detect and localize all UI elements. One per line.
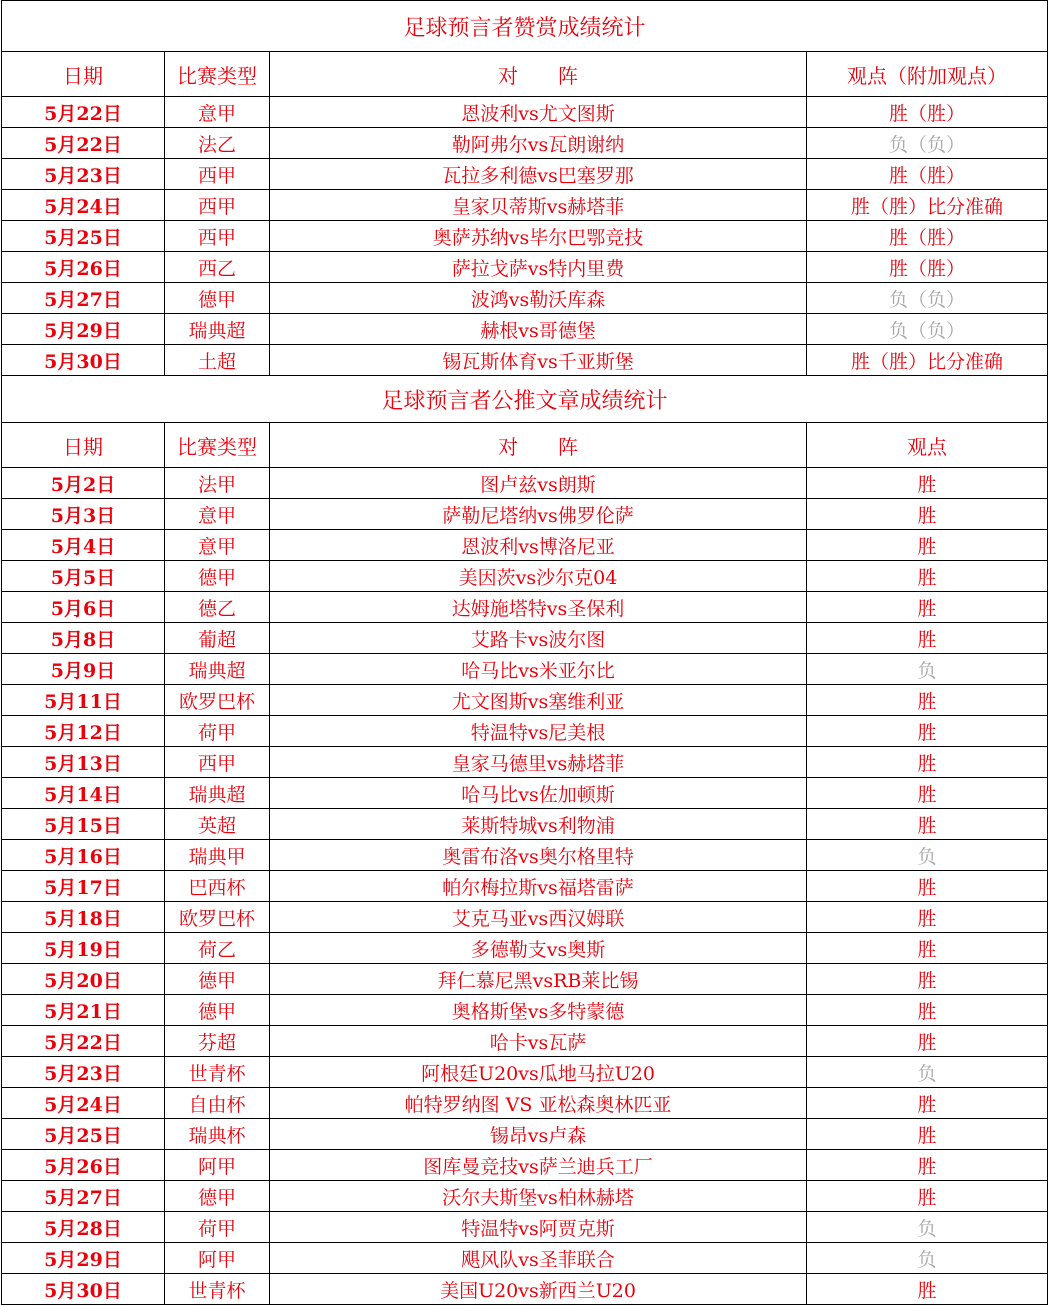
row-result: 胜 xyxy=(807,716,1048,747)
row-result: 负 xyxy=(807,840,1048,871)
header-date: 日期 xyxy=(2,52,165,97)
row-result: 胜 xyxy=(807,747,1048,778)
row-result: 胜 xyxy=(807,1088,1048,1119)
row-league: 德甲 xyxy=(165,964,270,995)
row-result: 胜 xyxy=(807,809,1048,840)
row-match: 艾路卡vs波尔图 xyxy=(270,623,807,654)
row-date: 5月9日 xyxy=(2,654,165,685)
row-match: 锡瓦斯体育vs千亚斯堡 xyxy=(270,345,807,376)
table-row xyxy=(2,1150,1048,1181)
section2-title: 足球预言者公推文章成绩统计 xyxy=(2,376,1048,423)
row-match: 拜仁慕尼黑vsRB莱比锡 xyxy=(270,964,807,995)
table-row xyxy=(2,159,1048,190)
row-match: 图卢兹vs朗斯 xyxy=(270,468,807,499)
row-league: 世青杯 xyxy=(165,1057,270,1088)
row-match: 皇家贝蒂斯vs赫塔菲 xyxy=(270,190,807,221)
row-date: 5月26日 xyxy=(2,1150,165,1181)
table-row xyxy=(2,314,1048,345)
row-match: 赫根vs哥德堡 xyxy=(270,314,807,345)
row-result: 负 xyxy=(807,1057,1048,1088)
row-league: 法甲 xyxy=(165,468,270,499)
row-result: 负（负） xyxy=(807,283,1048,314)
table-row xyxy=(2,499,1048,530)
table-row xyxy=(2,1119,1048,1150)
row-result: 胜 xyxy=(807,561,1048,592)
row-league: 西甲 xyxy=(165,190,270,221)
header-match: 对 阵 xyxy=(270,423,807,468)
row-league: 德甲 xyxy=(165,1181,270,1212)
row-league: 法乙 xyxy=(165,128,270,159)
row-date: 5月30日 xyxy=(2,345,165,376)
row-league: 意甲 xyxy=(165,530,270,561)
row-league: 瑞典杯 xyxy=(165,1119,270,1150)
table-row xyxy=(2,933,1048,964)
header-opinion: 观点 xyxy=(807,423,1048,468)
section2-title-row xyxy=(2,376,1048,423)
row-date: 5月18日 xyxy=(2,902,165,933)
row-league: 欧罗巴杯 xyxy=(165,685,270,716)
row-league: 巴西杯 xyxy=(165,871,270,902)
row-date: 5月19日 xyxy=(2,933,165,964)
row-league: 葡超 xyxy=(165,623,270,654)
row-match: 哈马比vs佐加顿斯 xyxy=(270,778,807,809)
row-match: 哈卡vs瓦萨 xyxy=(270,1026,807,1057)
row-match: 特温特vs尼美根 xyxy=(270,716,807,747)
row-result: 胜（胜） xyxy=(807,221,1048,252)
row-result: 胜 xyxy=(807,1119,1048,1150)
row-date: 5月24日 xyxy=(2,190,165,221)
row-date: 5月13日 xyxy=(2,747,165,778)
table-row xyxy=(2,902,1048,933)
row-match: 奥雷布洛vs奥尔格里特 xyxy=(270,840,807,871)
row-result: 胜 xyxy=(807,778,1048,809)
header-opinion: 观点（附加观点） xyxy=(807,52,1048,97)
header-date: 日期 xyxy=(2,423,165,468)
row-date: 5月11日 xyxy=(2,685,165,716)
row-date: 5月29日 xyxy=(2,314,165,345)
row-match: 恩波利vs博洛尼亚 xyxy=(270,530,807,561)
row-result: 负 xyxy=(807,1243,1048,1274)
header-match: 对 阵 xyxy=(270,52,807,97)
row-league: 德乙 xyxy=(165,592,270,623)
row-match: 帕特罗纳图 VS 亚松森奥林匹亚 xyxy=(270,1088,807,1119)
table-row xyxy=(2,809,1048,840)
row-result: 胜（胜） xyxy=(807,252,1048,283)
row-league: 世青杯 xyxy=(165,1274,270,1305)
table-row xyxy=(2,530,1048,561)
row-match: 达姆施塔特vs圣保利 xyxy=(270,592,807,623)
table-row xyxy=(2,1026,1048,1057)
section1-title-row xyxy=(2,1,1048,52)
row-match: 萨勒尼塔纳vs佛罗伦萨 xyxy=(270,499,807,530)
table-row xyxy=(2,995,1048,1026)
row-date: 5月8日 xyxy=(2,623,165,654)
row-league: 德甲 xyxy=(165,283,270,314)
row-result: 负 xyxy=(807,654,1048,685)
row-result: 胜 xyxy=(807,1274,1048,1305)
row-league: 自由杯 xyxy=(165,1088,270,1119)
header-league: 比赛类型 xyxy=(165,52,270,97)
row-league: 荷乙 xyxy=(165,933,270,964)
row-league: 德甲 xyxy=(165,995,270,1026)
row-date: 5月3日 xyxy=(2,499,165,530)
section1-header-row xyxy=(2,52,1048,97)
row-match: 哈马比vs米亚尔比 xyxy=(270,654,807,685)
row-result: 负（负） xyxy=(807,128,1048,159)
stats-table xyxy=(1,0,1048,1305)
row-match: 勒阿弗尔vs瓦朗谢纳 xyxy=(270,128,807,159)
row-match: 奥格斯堡vs多特蒙德 xyxy=(270,995,807,1026)
row-match: 恩波利vs尤文图斯 xyxy=(270,97,807,128)
row-result: 负 xyxy=(807,1212,1048,1243)
row-result: 胜 xyxy=(807,995,1048,1026)
row-match: 萨拉戈萨vs特内里费 xyxy=(270,252,807,283)
row-date: 5月14日 xyxy=(2,778,165,809)
row-match: 尤文图斯vs塞维利亚 xyxy=(270,685,807,716)
table-row xyxy=(2,283,1048,314)
table-row xyxy=(2,1212,1048,1243)
table-row xyxy=(2,716,1048,747)
row-date: 5月17日 xyxy=(2,871,165,902)
row-date: 5月22日 xyxy=(2,128,165,159)
table-row xyxy=(2,654,1048,685)
table-row xyxy=(2,561,1048,592)
row-match: 飓风队vs圣菲联合 xyxy=(270,1243,807,1274)
row-date: 5月27日 xyxy=(2,283,165,314)
row-match: 奥萨苏纳vs毕尔巴鄂竞技 xyxy=(270,221,807,252)
row-match: 莱斯特城vs利物浦 xyxy=(270,809,807,840)
table-row xyxy=(2,592,1048,623)
row-league: 荷甲 xyxy=(165,716,270,747)
row-date: 5月12日 xyxy=(2,716,165,747)
row-result: 负（负） xyxy=(807,314,1048,345)
row-result: 胜（胜） xyxy=(807,159,1048,190)
row-result: 胜 xyxy=(807,964,1048,995)
row-league: 意甲 xyxy=(165,97,270,128)
table-row xyxy=(2,221,1048,252)
table-row xyxy=(2,128,1048,159)
row-match: 锡昂vs卢森 xyxy=(270,1119,807,1150)
table-row xyxy=(2,1274,1048,1305)
header-league: 比赛类型 xyxy=(165,423,270,468)
row-date: 5月2日 xyxy=(2,468,165,499)
row-league: 瑞典超 xyxy=(165,778,270,809)
row-date: 5月22日 xyxy=(2,97,165,128)
row-date: 5月30日 xyxy=(2,1274,165,1305)
row-result: 胜（胜）比分准确 xyxy=(807,190,1048,221)
row-match: 帕尔梅拉斯vs福塔雷萨 xyxy=(270,871,807,902)
row-date: 5月23日 xyxy=(2,1057,165,1088)
row-league: 意甲 xyxy=(165,499,270,530)
row-league: 西甲 xyxy=(165,159,270,190)
row-result: 胜 xyxy=(807,1150,1048,1181)
row-date: 5月20日 xyxy=(2,964,165,995)
section1-title: 足球预言者赞赏成绩统计 xyxy=(2,1,1048,52)
section2-header-row xyxy=(2,423,1048,468)
table-row xyxy=(2,468,1048,499)
table-row xyxy=(2,190,1048,221)
table-row xyxy=(2,1181,1048,1212)
row-league: 德甲 xyxy=(165,561,270,592)
row-date: 5月4日 xyxy=(2,530,165,561)
row-result: 胜 xyxy=(807,1026,1048,1057)
table-row xyxy=(2,778,1048,809)
row-date: 5月25日 xyxy=(2,1119,165,1150)
row-league: 荷甲 xyxy=(165,1212,270,1243)
row-result: 胜（胜） xyxy=(807,97,1048,128)
row-match: 瓦拉多利德vs巴塞罗那 xyxy=(270,159,807,190)
row-result: 胜 xyxy=(807,499,1048,530)
table-row xyxy=(2,1243,1048,1274)
row-match: 波鸿vs勒沃库森 xyxy=(270,283,807,314)
row-match: 沃尔夫斯堡vs柏林赫塔 xyxy=(270,1181,807,1212)
row-date: 5月25日 xyxy=(2,221,165,252)
table-row xyxy=(2,252,1048,283)
row-match: 艾克马亚vs西汉姆联 xyxy=(270,902,807,933)
row-result: 胜 xyxy=(807,871,1048,902)
row-date: 5月28日 xyxy=(2,1212,165,1243)
row-date: 5月15日 xyxy=(2,809,165,840)
row-match: 美国U20vs新西兰U20 xyxy=(270,1274,807,1305)
row-match: 美因茨vs沙尔克04 xyxy=(270,561,807,592)
row-date: 5月16日 xyxy=(2,840,165,871)
table-row xyxy=(2,685,1048,716)
row-date: 5月6日 xyxy=(2,592,165,623)
row-match: 阿根廷U20vs瓜地马拉U20 xyxy=(270,1057,807,1088)
row-date: 5月24日 xyxy=(2,1088,165,1119)
table-row xyxy=(2,623,1048,654)
table-row xyxy=(2,1088,1048,1119)
row-date: 5月22日 xyxy=(2,1026,165,1057)
row-result: 胜 xyxy=(807,623,1048,654)
row-date: 5月5日 xyxy=(2,561,165,592)
row-league: 西乙 xyxy=(165,252,270,283)
row-date: 5月27日 xyxy=(2,1181,165,1212)
row-result: 胜 xyxy=(807,592,1048,623)
table-row xyxy=(2,840,1048,871)
row-result: 胜 xyxy=(807,933,1048,964)
row-result: 胜 xyxy=(807,1181,1048,1212)
row-match: 皇家马德里vs赫塔菲 xyxy=(270,747,807,778)
row-league: 西甲 xyxy=(165,221,270,252)
row-result: 胜 xyxy=(807,685,1048,716)
row-league: 土超 xyxy=(165,345,270,376)
table-row xyxy=(2,97,1048,128)
row-date: 5月23日 xyxy=(2,159,165,190)
row-result: 胜 xyxy=(807,530,1048,561)
stats-table-body xyxy=(2,1,1048,1305)
table-row xyxy=(2,747,1048,778)
table-row xyxy=(2,871,1048,902)
row-date: 5月21日 xyxy=(2,995,165,1026)
row-match: 多德勒支vs奥斯 xyxy=(270,933,807,964)
row-league: 阿甲 xyxy=(165,1150,270,1181)
row-date: 5月29日 xyxy=(2,1243,165,1274)
row-league: 瑞典超 xyxy=(165,314,270,345)
table-row xyxy=(2,345,1048,376)
row-league: 瑞典甲 xyxy=(165,840,270,871)
row-league: 瑞典超 xyxy=(165,654,270,685)
row-result: 胜 xyxy=(807,468,1048,499)
row-league: 西甲 xyxy=(165,747,270,778)
row-result: 胜（胜）比分准确 xyxy=(807,345,1048,376)
table-row xyxy=(2,964,1048,995)
row-result: 胜 xyxy=(807,902,1048,933)
table-row xyxy=(2,1057,1048,1088)
row-league: 欧罗巴杯 xyxy=(165,902,270,933)
row-match: 特温特vs阿贾克斯 xyxy=(270,1212,807,1243)
row-league: 阿甲 xyxy=(165,1243,270,1274)
row-league: 芬超 xyxy=(165,1026,270,1057)
row-match: 图库曼竞技vs萨兰迪兵工厂 xyxy=(270,1150,807,1181)
row-league: 英超 xyxy=(165,809,270,840)
row-date: 5月26日 xyxy=(2,252,165,283)
